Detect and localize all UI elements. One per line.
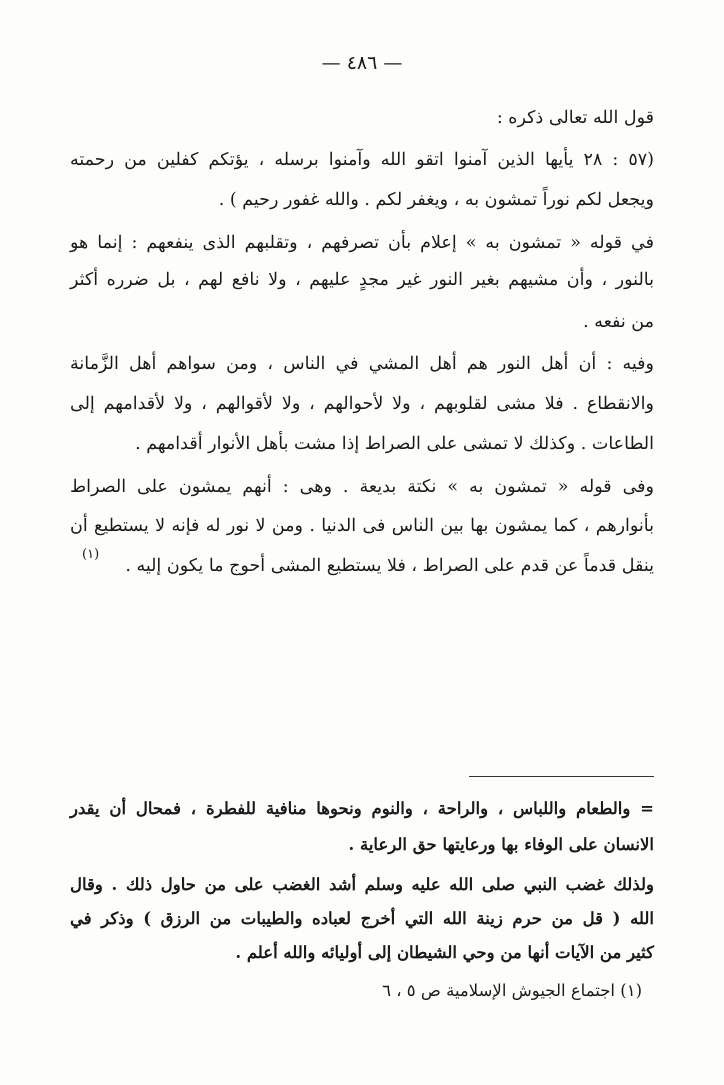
footnote-line-3: ولذلك غضب النبي صلى الله عليه وسلم أشد الغضب على من حاول ذلك . وقال [70,875,654,894]
paragraph-2-line-2: والانقطاع . فلا مشى لقلوبهم ، ولا لأحوالهم ، ولا لأقوالهم ، ولا لأقدامهم إلى [70,394,654,414]
footnote-divider [469,776,654,777]
page-number: — ٤٨٦ — [321,52,403,74]
verse-heading: قول الله تعالى ذكره : [496,108,654,128]
paragraph-1-line-2: بالنور ، وأن مشيهم بغير النور غير مجدٍ عليهم ، ولا نافع لهم ، بل ضرره أكثر [70,270,654,290]
paragraph-2-line-1: وفيه : أن أهل النور هم أهل المشي في الناس ، ومن سواهم أهل الزَّمانة [70,354,654,374]
footnote-line-5: كثير من الآيات أنها من وحي الشيطان إلى أوليائه والله أعلم . [235,943,654,962]
footnote-line-1: = والطعام واللباس ، والراحة ، والنوم ونحوها منافية للفطرة ، فمحال أن يقدر [70,799,654,818]
footnote-line-4: الله ( قل من حرم زينة الله التي أخرج لعباده والطيبات من الرزق ) وذكر في [70,909,654,928]
footnote-reference: (١) اجتماع الجيوش الإسلامية ص ٥ ، ٦ [382,981,642,1000]
paragraph-3-line-1: وفى قوله « تمشون به » نكتة بديعة . وهى : أنهم يمشون على الصراط [70,477,654,497]
paragraph-3-line-2: بأنوارهم ، كما يمشون بها بين الناس فى الدنيا . ومن لا نور له فإنه لا يستطيع أن [70,516,654,536]
paragraph-1-line-3: من نفعه . [583,312,654,332]
paragraph-1-line-1: في قوله « تمشون به » إعلام بأن تصرفهم ، وتقلبهم الذى ينفعهم : إنما هو [70,233,654,253]
footnote-marker: (١) [82,547,100,562]
verse-line-2: ويجعل لكم نوراً تمشون به ، ويغفر لكم . والله غفور رحيم ) . [218,190,654,210]
paragraph-2-line-3: الطاعات . وكذلك لا تمشى على الصراط إذا مشت بأهل الأنوار أقدامهم . [135,434,654,454]
footnote-line-2: الانسان على الوفاء بها ورعايتها حق الرعاية . [348,835,654,854]
verse-line-1: (٥٧ : ٢٨ يأيها الذين آمنوا اتقو الله وآمنوا برسله ، يؤتكم كفلين من رحمته [70,150,654,170]
paragraph-3-line-3: ينقل قدماً عن قدم على الصراط ، فلا يستطيع المشى أحوج ما يكون إليه . [125,556,654,576]
